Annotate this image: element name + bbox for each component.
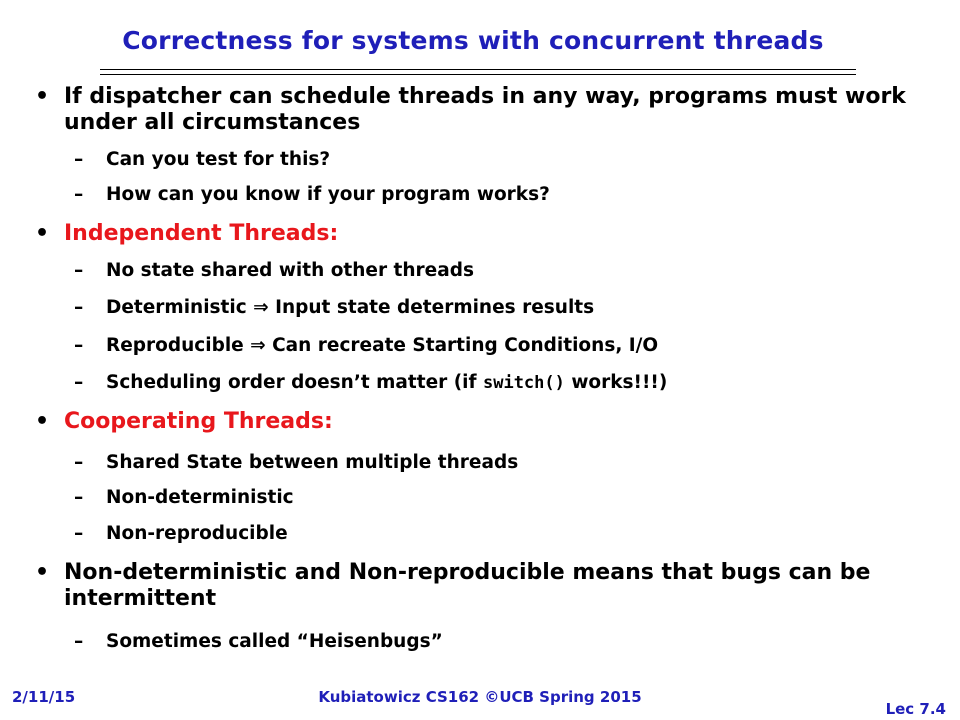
footer-lecture-number: Lec 7.4: [885, 700, 946, 718]
bullet-item: [34, 409, 924, 435]
footer-date: 2/11/15: [12, 688, 76, 706]
bullet-dot: •: [34, 409, 50, 434]
bullet-dot: •: [34, 84, 50, 109]
sub-bullet-text: Scheduling order doesn’t matter (if switch() works!!!): [106, 372, 668, 393]
footer-course: Kubiatowicz CS162 ©UCB Spring 2015: [318, 688, 642, 706]
bullet-dot: •: [34, 221, 50, 246]
sub-bullet-text: No state shared with other threads: [106, 260, 474, 281]
sub-bullet-text: Non-reproducible: [106, 523, 288, 544]
bullet-dot: •: [34, 560, 50, 585]
slide-title: Correctness for systems with concurrent threads: [122, 26, 824, 55]
bullet-item: [34, 560, 924, 612]
bullet-item: [34, 221, 924, 247]
bullet-item: [34, 84, 924, 136]
sub-bullet-text: Can you test for this?: [106, 149, 331, 170]
bullet-text: Non-deterministic and Non-reproducible means that bugs can be intermittent: [64, 560, 871, 611]
code-switch: switch(): [482, 373, 565, 393]
sub-bullet-text: How can you know if your program works?: [106, 184, 550, 205]
bullet-text: If dispatcher can schedule threads in any way, programs must work under all circumstances: [64, 84, 906, 135]
sub-bullet-text: Shared State between multiple threads: [106, 452, 519, 473]
bullet-heading: Cooperating Threads:: [64, 409, 333, 434]
sub-bullet-text: Reproducible ⇒ Can recreate Starting Conditions, I/O: [106, 335, 659, 356]
sub-bullet-text: Non-deterministic: [106, 487, 294, 508]
sub-bullet-text: Deterministic ⇒ Input state determines results: [106, 297, 595, 318]
bullet-list: • If dispatcher can schedule threads in any way, programs must work under all circumstances – Can you test for this? – How can you know if your program works? • Independent Threads: – No state shared with other threads – Deterministic ⇒ Input state determines results – Reproducible ⇒ Can recreate Starting Conditions, I/O – Scheduling order doesn’t matter (if switch() works!!!) • Cooperating Threads: – Shared State between multiple threads – Non-deterministic – Non-reproducible • Non-deterministic and Non-reproducible means that bugs can be intermittent – Sometimes called “Heisenbugs”: [0, 0, 960, 720]
bullet-heading: Independent Threads:: [64, 221, 339, 246]
sub-bullet-text: Sometimes called “Heisenbugs”: [106, 631, 443, 652]
